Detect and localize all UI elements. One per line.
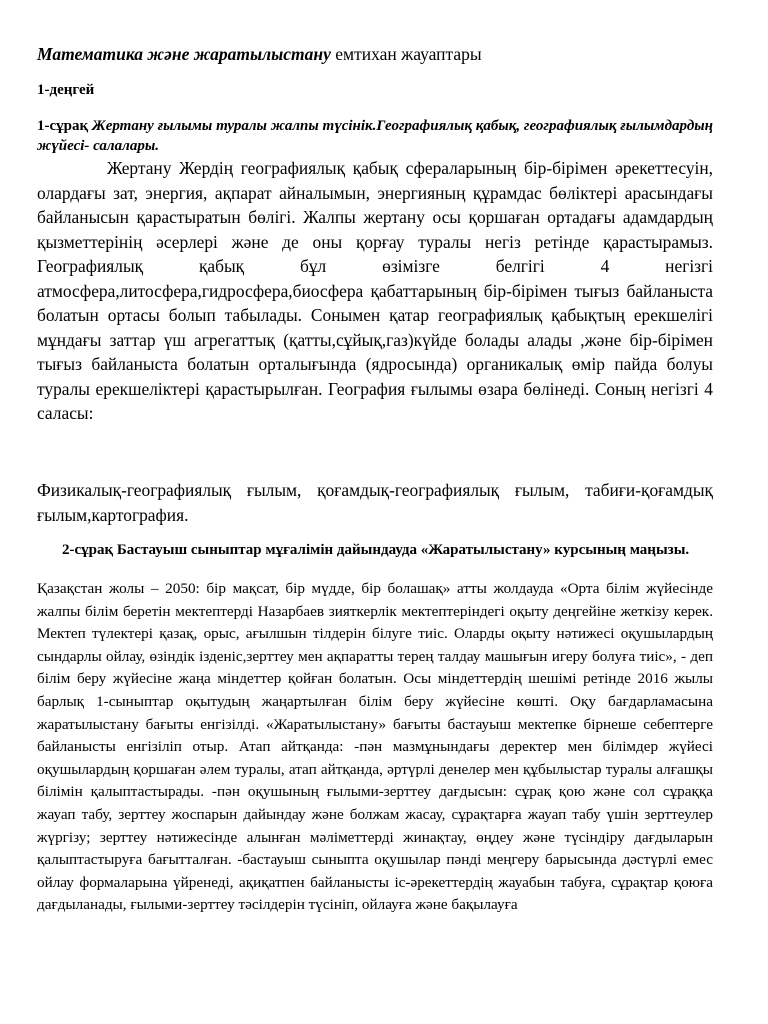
answer-2-paragraph: Қазақстан жолы – 2050: бір мақсат, бір мүдде, бір болашақ» атты жолдауда «Орта білім жүйесінде жалпы білім беретін мектептерді Назарбаев зияткерлік мектептеріндегі оқыту деңгейіне жеткізу керек. Мектеп түлектері қазақ, орыс, ағылшын тілдерін білуге тиіс. Оларды оқыту нәтижесі оқушылардың сындарлы ойлау, өзіндік ізденіс,зерттеу мен ақпаратты терең талдау машығын игеру болуға тиіс», - деп білім беру жүйесіне жаңа міндеттер қойған болатын. Осы міндеттердің шешімі ретінде 2016 жылы барлық 1-сыныптар оқытудың жаңартылған білім беру жүйесіне көшті. Оқу бағдарламасына жаратылыстану бағыты енгізілді. «Жаратылыстану» бағыты бастауыш мектепке бірнеше себептерге байланысты енгізіліп отыр. Атап айтқанда: -пән мазмұнындағы деректер мен білімдер жүйесі оқушылардың қоршаған әлем туралы, атап айтқанда, әртүрлі денелер мен құбылыстар туралы алғашқы білімін қалыптастырады. -пән оқушының ғылыми-зерттеу дағдысын: сұрақ қою және сол сұраққа жауап табу, зерттеу жоспарын дайындау және болжам жасау, сұрақтарға жауап табу үшін зерттеулер жүргізу; зерттеу нәтижесінде алынған мәліметтерді жинақтау, өңдеу және түсіндіру дағдыларын қалыптастыруға бағытталған. -бастауыш сыныпта оқушылар пәнді меңгеру барысында дәстүрлі емес ойлау формаларына үйренеді, ақиқатпен байланысты іс-әрекеттердің жауабын табуға, сұрақтар қоюға дағдыланады, ғылыми-зерттеу тәсілдерін түсініп, ойлауға және бақылауға [37,580,713,914]
document-title [37,44,482,65]
answer-1-branches: Физикалық-географиялық ғылым, қоғамдық-географиялық ғылым, табиғи-қоғамдық ғылым,картография. [37,480,713,525]
question-1-heading [37,116,713,156]
document-title-rest: емтихан жауаптары [330,44,482,64]
document-title-italic: Математика және жаратылыстану [37,44,331,64]
question-2-heading: 2-сұрақ Бастауыш сыныптар мұғалімін дайындауда «Жаратылыстану» курсының маңызы. [62,542,690,558]
question-1-text: Жертану ғылымы туралы жалпы түсінік.Географиялық қабық, географиялық ғылымдардың жүйесі- салалары. [37,118,713,154]
answer-1-paragraph: Жертану Жердің географиялық қабық сфераларының бір-бірімен әрекеттесуін, олардағы зат, энергия, ақпарат айналымын, энергияның құрамдас бөліктері арасындағы байланысын қарастыратын бөлігі. Жалпы жертану осы қоршаған ортадағы адамдардың қызметтерінің әсерлері және де оны қорғау туралы негіз ретінде қарастырамыз. Географиялық қабық бұл өзімізге белгігі 4 негізгі атмосфера,литосфера,гидросфера,биосфера қабаттарының бір-бірімен тығыз байланыста болатын ортасы болып табылады. Сонымен қатар географиялық қабықтың ерекшелігі мұндағы заттар үш агрегаттық (қатты,сұйық,газ)күйде болады алады ,және бір-бірімен тығыз байланыста болатын орталығында (ядросында) органикалық өмір пайда болуы туралы ерекшеліктері қарастырылған. География ғылымы өзара бөлінеді. Соның негізгі 4 саласы: [37,158,713,423]
level-heading: 1-деңгей [37,82,95,98]
question-1-number: 1-сұрақ [37,118,92,134]
